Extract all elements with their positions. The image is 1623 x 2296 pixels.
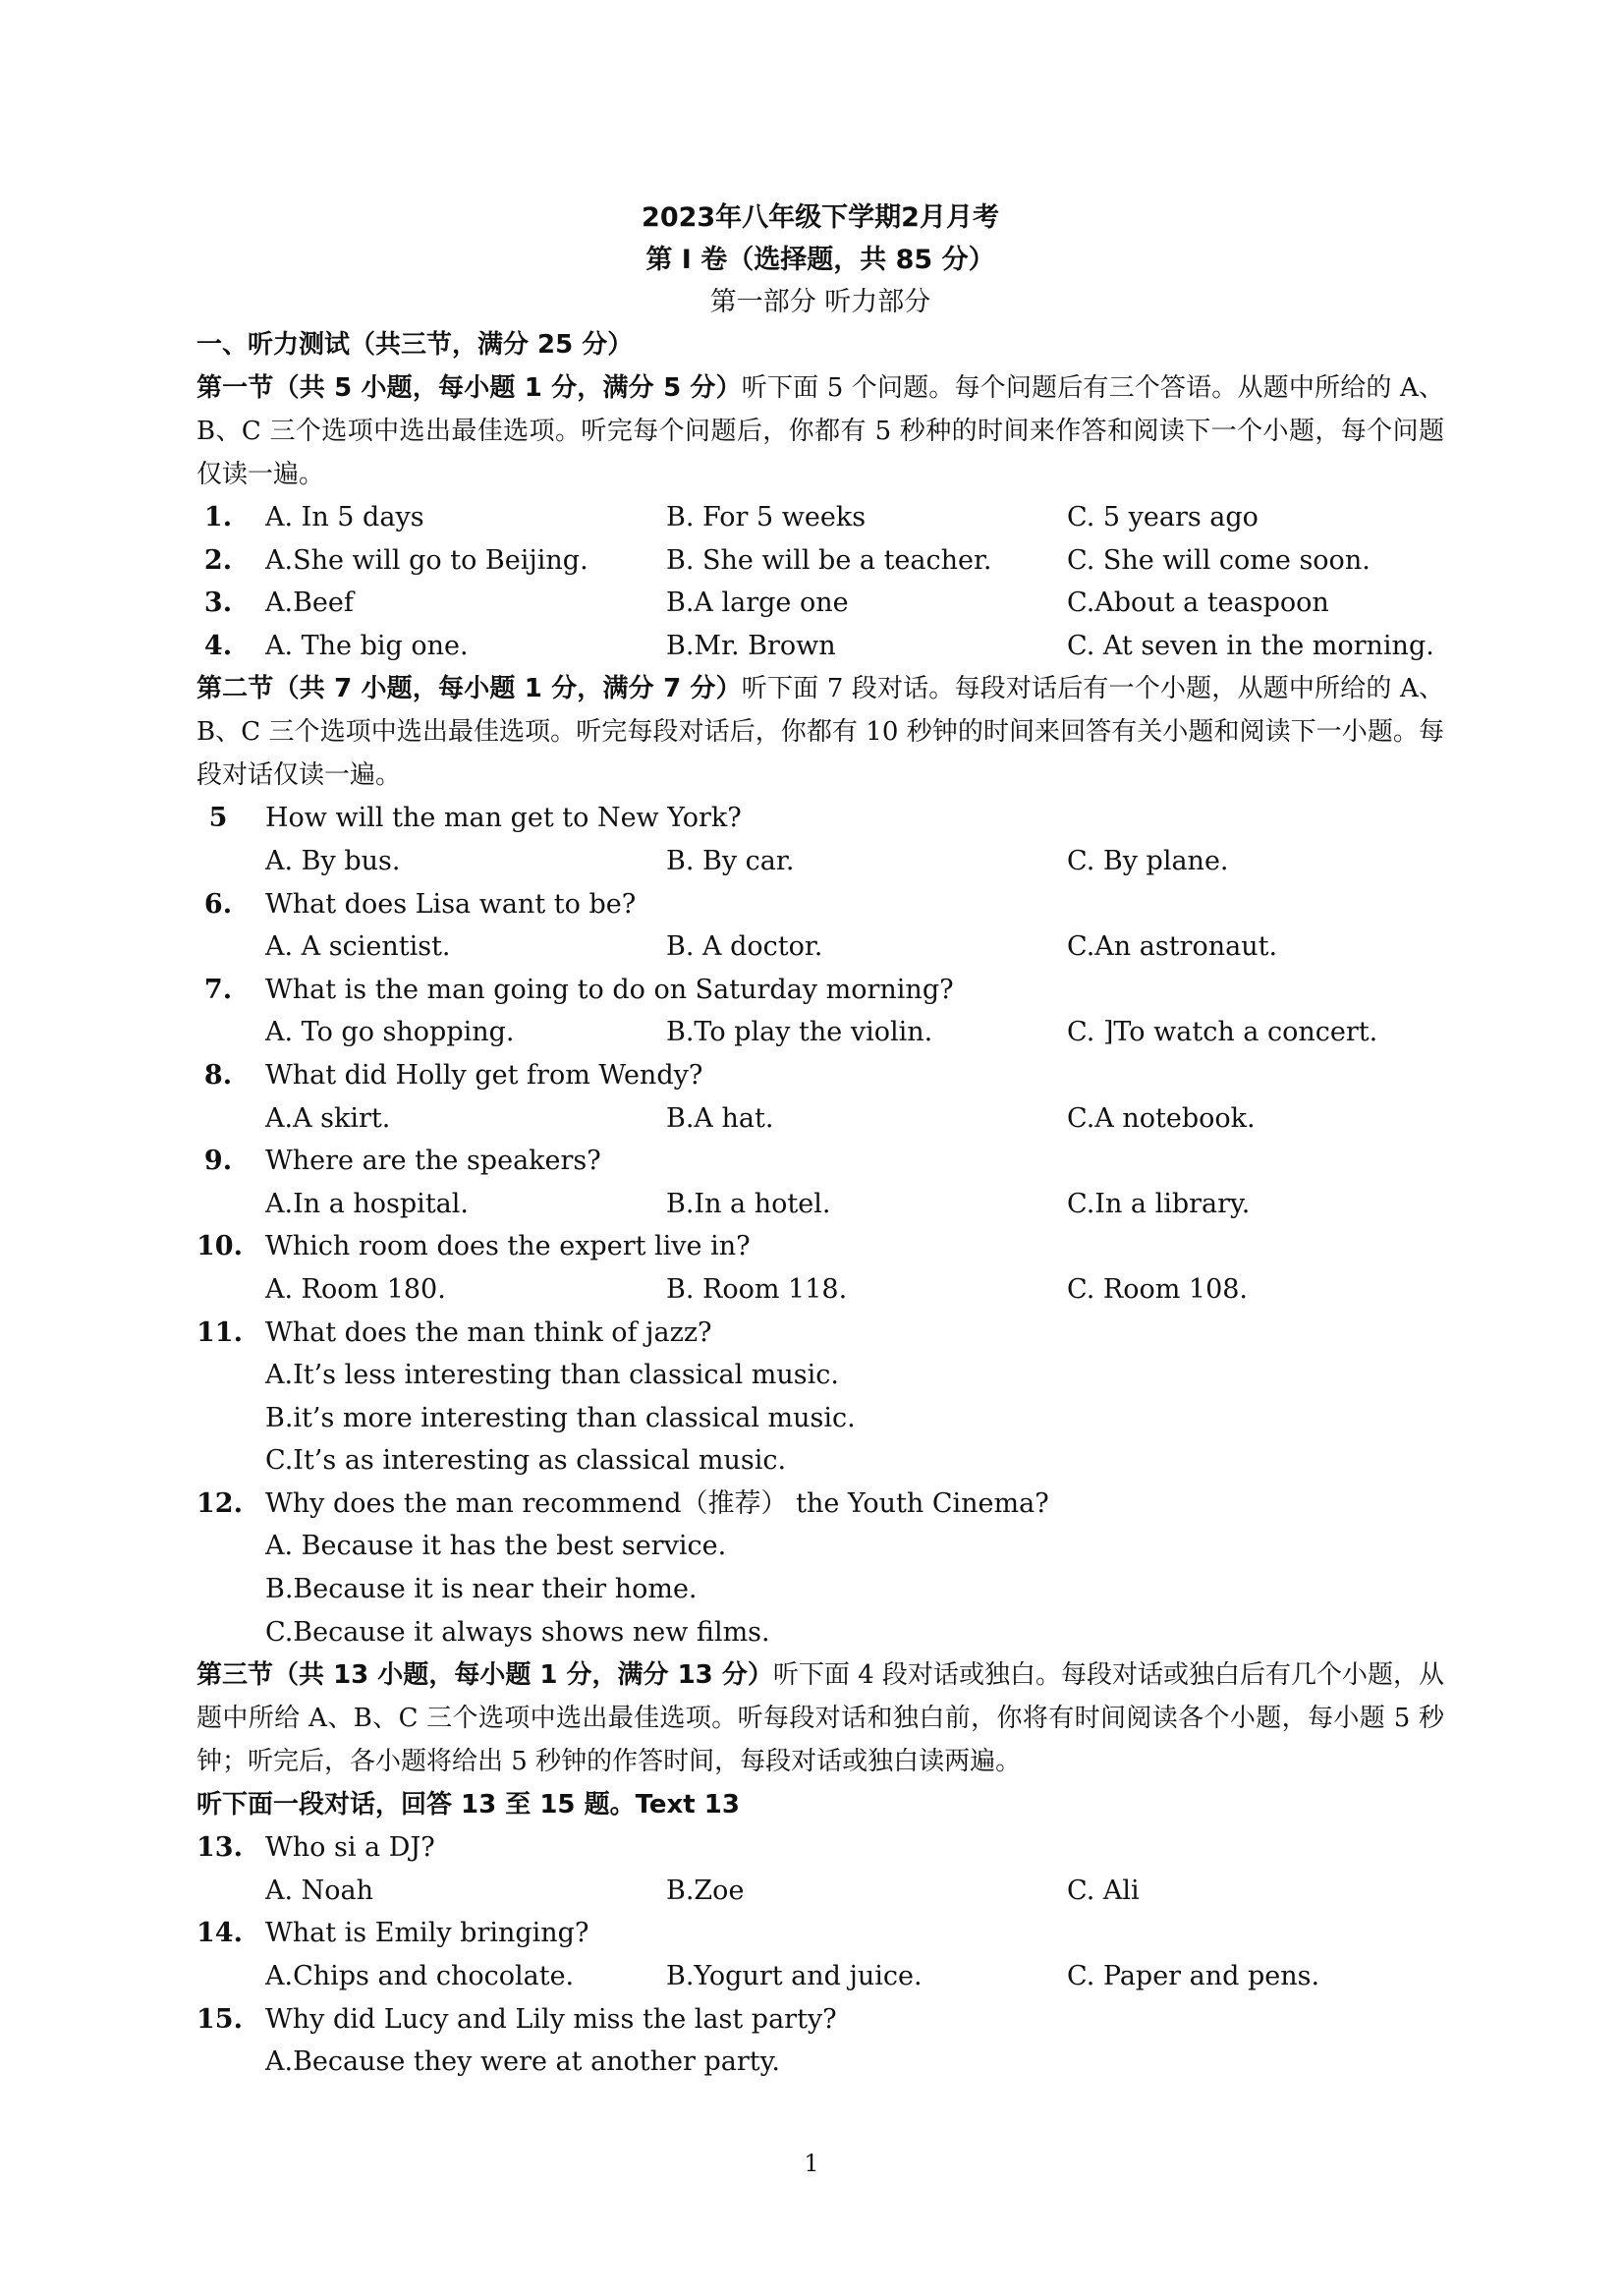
question-stem: What is the man going to do on Saturday morning? bbox=[265, 974, 954, 1005]
question-stem: Which room does the expert live in? bbox=[265, 1231, 751, 1262]
question-3 bbox=[196, 582, 1444, 625]
option-c: C. She will come soon. bbox=[1067, 544, 1371, 576]
question-1 bbox=[196, 496, 1444, 539]
option-c: C.A notebook. bbox=[1067, 1102, 1256, 1134]
question-number: 7. bbox=[203, 974, 233, 1005]
option-c: C. Ali bbox=[1067, 1875, 1140, 1906]
option-c: C.An astronaut. bbox=[1067, 931, 1278, 963]
question-10 bbox=[196, 1225, 1444, 1268]
question-stem: What did Holly get from Wendy? bbox=[265, 1059, 703, 1091]
question-stem: What does the man think of jazz? bbox=[265, 1316, 712, 1348]
options-6 bbox=[196, 925, 1444, 969]
question-number: 10. bbox=[196, 1231, 243, 1262]
option-b: B.To play the violin. bbox=[666, 1017, 933, 1048]
question-stem: Why does the man recommend（推荐） the Youth Cinema? bbox=[265, 1487, 1049, 1519]
option-a: A.Chips and chocolate. bbox=[265, 1961, 575, 1992]
option-b: B.it’s more interesting than classical music. bbox=[265, 1402, 856, 1433]
option-b: B. By car. bbox=[666, 845, 795, 876]
option-a: A. A scientist. bbox=[265, 931, 451, 963]
question-stem: Why did Lucy and Lily miss the last party? bbox=[265, 2003, 837, 2035]
question-stem: Who si a DJ? bbox=[265, 1832, 435, 1864]
option-c: C.It’s as interesting as classical music. bbox=[265, 1445, 787, 1477]
option-a: A. The big one. bbox=[265, 630, 469, 661]
option-b: B. For 5 weeks bbox=[666, 502, 867, 532]
option-a: A. By bus. bbox=[265, 845, 401, 876]
question-number: 5 bbox=[208, 803, 228, 834]
question-number: 2. bbox=[203, 544, 233, 576]
section2-instructions bbox=[196, 667, 1444, 797]
question-7 bbox=[196, 969, 1444, 1012]
option-c: C. 5 years ago bbox=[1067, 502, 1259, 532]
option-c: C.In a library. bbox=[1067, 1188, 1251, 1219]
section1-instructions bbox=[196, 366, 1444, 496]
option-b: B.A large one bbox=[666, 588, 849, 619]
exam-title: 2023年八年级下学期2月月考 bbox=[642, 202, 999, 233]
question-stem: Where are the speakers? bbox=[265, 1146, 601, 1177]
part1-heading: 一、听力测试（共三节，满分 25 分） bbox=[196, 330, 634, 360]
option-a: A. To go shopping. bbox=[265, 1017, 515, 1048]
question-11 bbox=[196, 1312, 1444, 1355]
section1-text: 听下面 5 个问题。每个问题后有三个答语。从题中所给的 A、B、C 三个选项中选出最佳选项。听完每个问题后，你都有 5 秒种的时间来作答和阅读下一个小题，每个问题仅读一遍。 bbox=[196, 373, 1444, 489]
options-7 bbox=[196, 1011, 1444, 1054]
option-b: B. Room 118. bbox=[666, 1273, 848, 1305]
option-b: B.Zoe bbox=[666, 1875, 745, 1906]
option-c: C. Paper and pens. bbox=[1067, 1961, 1320, 1992]
question-stem: What is Emily bringing? bbox=[265, 1918, 589, 1949]
options-10 bbox=[196, 1268, 1444, 1312]
question-14 bbox=[196, 1912, 1444, 1955]
option-b: B.In a hotel. bbox=[666, 1188, 831, 1219]
question-13 bbox=[196, 1826, 1444, 1870]
option-b: B. She will be a teacher. bbox=[666, 544, 992, 576]
section3-instructions bbox=[196, 1653, 1444, 1783]
question-number: 11. bbox=[196, 1316, 243, 1348]
options-9 bbox=[196, 1183, 1444, 1226]
option-b: B.Yogurt and juice. bbox=[666, 1961, 923, 1992]
option-b: B. A doctor. bbox=[666, 931, 823, 963]
exam-page bbox=[196, 196, 1444, 2084]
option-c: C. At seven in the morning. bbox=[1067, 630, 1434, 661]
question-12 bbox=[196, 1483, 1444, 1526]
question-number: 8. bbox=[203, 1059, 233, 1091]
option-a: A. Room 180. bbox=[265, 1273, 446, 1305]
question-number: 1. bbox=[203, 502, 233, 532]
option-a: A.In a hospital. bbox=[265, 1188, 469, 1219]
question-2 bbox=[196, 539, 1444, 583]
option-a: A. Because it has the best service. bbox=[265, 1531, 727, 1562]
option-a: A.It’s less interesting than classical music. bbox=[265, 1360, 839, 1391]
section2-text: 听下面 7 段对话。每段对话后有一个小题，从题中所给的 A、B、C 三个选项中选出最佳选项。听完每段对话后，你都有 10 秒钟的时间来回答有关小题和阅读下一小题。每段对话仅读一遍。 bbox=[196, 674, 1444, 791]
question-15 bbox=[196, 1998, 1444, 2042]
option-c: C. Room 108. bbox=[1067, 1273, 1249, 1305]
part-title: 第一部分 听力部分 bbox=[709, 287, 931, 317]
option-a: A. Noah bbox=[265, 1875, 374, 1906]
question-8 bbox=[196, 1054, 1444, 1097]
section1-label: 第一节（共 5 小题，每小题 1 分，满分 5 分） bbox=[196, 373, 742, 403]
section2-label: 第二节（共 7 小题，每小题 1 分，满分 7 分） bbox=[196, 674, 742, 704]
option-c: C. ]To watch a concert. bbox=[1067, 1017, 1378, 1048]
option-b: B.Because it is near their home. bbox=[265, 1574, 698, 1605]
option-b: B.A hat. bbox=[666, 1102, 774, 1134]
option-c: C. By plane. bbox=[1067, 845, 1229, 876]
page-number: 1 bbox=[804, 2150, 819, 2177]
question-5 bbox=[196, 797, 1444, 840]
options-13 bbox=[196, 1870, 1444, 1913]
question-number: 4. bbox=[203, 630, 233, 661]
option-c: C.Because it always shows new films. bbox=[265, 1616, 770, 1648]
question-stem: How will the man get to New York? bbox=[265, 803, 742, 834]
question-6 bbox=[196, 883, 1444, 926]
question-number: 6. bbox=[203, 888, 233, 920]
option-a: A. In 5 days bbox=[265, 502, 424, 532]
section3-label: 第三节（共 13 小题，每小题 1 分，满分 13 分） bbox=[196, 1660, 773, 1691]
question-9 bbox=[196, 1140, 1444, 1183]
option-a: A.She will go to Beijing. bbox=[265, 544, 588, 576]
section3-text: 听下面 4 段对话或独白。每段对话或独白后有几个小题，从题中所给 A、B、C 三个选项中选出最佳选项。听每段对话和独白前，你将有时间阅读各个小题，每小题 5 秒钟；听完后，各小题将给出 5 秒钟的作答时间，每段对话或独白读两遍。 bbox=[196, 1660, 1444, 1777]
option-a: A.Beef bbox=[265, 588, 354, 619]
options-8 bbox=[196, 1097, 1444, 1141]
option-a: A.A skirt. bbox=[265, 1102, 391, 1134]
question-number: 12. bbox=[196, 1487, 243, 1519]
exam-header bbox=[196, 196, 1444, 323]
option-b: B.Mr. Brown bbox=[666, 630, 836, 661]
question-number: 14. bbox=[196, 1918, 243, 1949]
question-number: 9. bbox=[203, 1146, 233, 1177]
volume-title: 第 I 卷（选择题，共 85 分） bbox=[645, 245, 995, 275]
question-number: 3. bbox=[203, 588, 233, 619]
question-stem: What does Lisa want to be? bbox=[265, 888, 637, 920]
options-5 bbox=[196, 840, 1444, 883]
question-4 bbox=[196, 625, 1444, 668]
question-number: 15. bbox=[196, 2003, 243, 2035]
options-14 bbox=[196, 1955, 1444, 1998]
option-a: A.Because they were at another party. bbox=[265, 2046, 780, 2078]
text13-heading: 听下面一段对话，回答 13 至 15 题。Text 13 bbox=[196, 1790, 740, 1820]
question-number: 13. bbox=[196, 1832, 243, 1864]
option-c: C.About a teaspoon bbox=[1067, 588, 1329, 619]
